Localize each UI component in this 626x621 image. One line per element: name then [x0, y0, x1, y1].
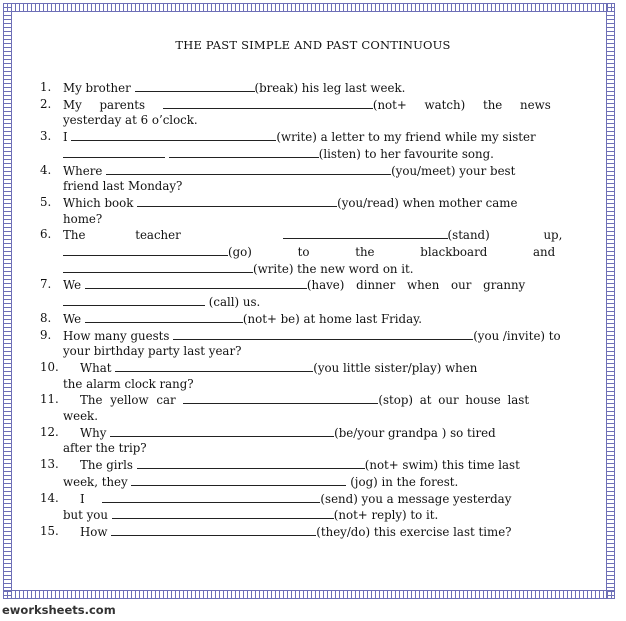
item-number: 8.	[40, 310, 52, 325]
exercise-item-6	[40, 227, 596, 277]
answer-blank[interactable]	[169, 146, 319, 158]
answer-blank[interactable]	[112, 507, 334, 519]
answer-blank[interactable]	[111, 524, 316, 536]
item-text: (be/your grandpa ) so tired	[334, 425, 496, 440]
item-text: The yellow car	[80, 393, 184, 408]
exercise-item-4	[40, 163, 596, 195]
item-text: I	[80, 491, 89, 506]
exercise-item-9	[40, 328, 596, 360]
item-text: (you /invite) to	[473, 328, 561, 343]
border-right	[606, 3, 615, 599]
item-text: (you/read) when mother came	[337, 195, 518, 210]
item-text: (jog) in the forest.	[350, 474, 459, 489]
item-text: How	[80, 524, 112, 539]
item-text: (have) dinner when our granny	[306, 278, 526, 293]
answer-blank[interactable]	[63, 294, 205, 306]
item-text: after the trip?	[63, 441, 147, 456]
exercise-item-1	[40, 80, 596, 97]
item-text: The teacher	[63, 228, 231, 243]
answer-blank[interactable]	[135, 80, 255, 92]
item-text: (go) to the blackboard and	[228, 245, 556, 260]
item-number: 13.	[40, 457, 59, 472]
item-text: My brother	[63, 81, 135, 95]
item-text: What	[80, 360, 116, 375]
answer-blank[interactable]	[63, 261, 253, 273]
item-number: 10.	[40, 359, 59, 374]
item-text: The girls	[80, 458, 137, 473]
answer-blank[interactable]	[173, 328, 473, 340]
item-text: (not+ be) at home last Friday.	[242, 311, 422, 326]
answer-blank[interactable]	[183, 392, 378, 404]
item-text: home?	[63, 211, 103, 226]
item-number: 2.	[40, 96, 52, 111]
item-text: yesterday at 6 o’clock.	[63, 113, 198, 128]
item-text: Where	[63, 163, 107, 178]
item-text: your birthday party last year?	[63, 344, 242, 359]
exercise-list	[40, 80, 596, 541]
item-number: 15.	[40, 523, 59, 538]
item-text: We	[63, 311, 85, 326]
item-text: My parents	[63, 97, 163, 112]
border-top	[3, 3, 615, 12]
exercise-item-5	[40, 195, 596, 227]
answer-blank[interactable]	[110, 425, 334, 437]
border-left	[3, 3, 12, 599]
item-text: (not+ swim) this time last	[364, 458, 520, 473]
exercise-item-10	[40, 360, 596, 392]
item-text: (they/do) this exercise last time?	[316, 524, 512, 539]
item-text: (you/meet) your best	[391, 163, 516, 178]
item-text: How many guests	[63, 328, 174, 343]
exercise-item-13	[40, 457, 596, 490]
item-text: We	[63, 278, 85, 293]
item-text: week.	[63, 409, 98, 424]
answer-blank[interactable]	[102, 491, 320, 503]
item-text: (not+ watch) the news	[372, 97, 551, 112]
item-number: 5.	[40, 194, 52, 209]
item-text: I	[63, 130, 72, 145]
answer-blank[interactable]	[106, 163, 391, 175]
item-number: 9.	[40, 327, 52, 342]
exercise-item-8	[40, 311, 596, 328]
item-number: 12.	[40, 424, 59, 439]
footer-watermark: eworksheets.com	[2, 603, 116, 617]
answer-blank[interactable]	[137, 457, 365, 469]
item-text: friend last Monday?	[63, 179, 183, 194]
answer-blank[interactable]	[131, 474, 346, 486]
item-number: 6.	[40, 227, 52, 242]
item-number: 7.	[40, 277, 52, 292]
answer-blank[interactable]	[63, 146, 165, 158]
item-text: (write) the new word on it.	[253, 261, 414, 276]
exercise-item-7	[40, 277, 596, 310]
worksheet-title: THE PAST SIMPLE AND PAST CONTINUOUS	[175, 38, 451, 52]
exercise-item-11	[40, 392, 596, 424]
item-text: week, they	[63, 474, 132, 489]
item-text: (stand) up,	[447, 228, 563, 243]
answer-blank[interactable]	[71, 129, 276, 141]
item-text: (listen) to her favourite song.	[318, 146, 494, 161]
answer-blank[interactable]	[85, 311, 243, 323]
item-text: (call) us.	[208, 295, 261, 310]
item-text: (stop) at our house last	[378, 393, 530, 408]
exercise-item-15	[40, 524, 596, 541]
item-text: (break) his leg last week.	[254, 81, 406, 95]
item-number: 1.	[40, 80, 52, 94]
item-text: (write) a letter to my friend while my sister	[276, 130, 536, 145]
exercise-item-2	[40, 97, 596, 129]
item-text: but you	[63, 508, 112, 523]
border-bottom	[3, 590, 615, 599]
answer-blank[interactable]	[163, 97, 373, 109]
item-text: the alarm clock rang?	[63, 376, 194, 391]
answer-blank[interactable]	[283, 227, 448, 239]
answer-blank[interactable]	[115, 360, 313, 372]
item-text: Which book	[63, 195, 138, 210]
item-text: (you little sister/play) when	[313, 360, 478, 375]
answer-blank[interactable]	[137, 195, 337, 207]
item-text: Why	[80, 425, 111, 440]
exercise-item-3	[40, 129, 596, 162]
exercise-item-12	[40, 425, 596, 457]
item-text: (not+ reply) to it.	[333, 508, 439, 523]
answer-blank[interactable]	[85, 277, 307, 289]
exercise-item-14	[40, 491, 596, 524]
item-number: 3.	[40, 129, 52, 144]
item-number: 4.	[40, 162, 52, 177]
item-number: 14.	[40, 490, 59, 505]
item-text: (send) you a message yesterday	[320, 491, 512, 506]
item-number: 11.	[40, 392, 59, 407]
answer-blank[interactable]	[63, 244, 228, 256]
